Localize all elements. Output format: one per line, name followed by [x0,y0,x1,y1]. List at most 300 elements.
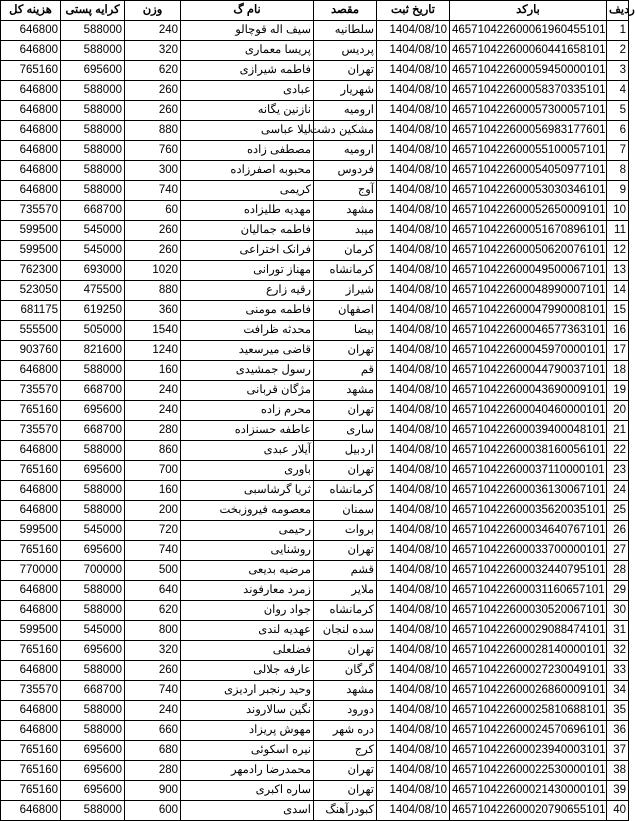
cell-recipient-name: اسدی [181,801,314,821]
cell-weight: 1240 [125,341,181,361]
cell-date: 1404/08/10 [377,321,450,341]
cell-date: 1404/08/10 [377,41,450,61]
cell-barcode: 465710422600036130067101 [450,481,607,501]
table-row [1,541,629,561]
cell-weight: 60 [125,201,181,221]
cell-barcode: 465710422600029088474101 [450,621,607,641]
cell-row-number: 21 [607,421,629,441]
cell-total: 646800 [1,661,61,681]
cell-recipient-name: مصطفی زاده [181,141,314,161]
cell-barcode: 465710422600052650009101 [450,201,607,221]
cell-recipient-name: ساره اکبری [181,781,314,801]
cell-destination: تهران [314,341,377,361]
cell-destination: میبد [314,221,377,241]
cell-weight: 620 [125,601,181,621]
cell-weight: 320 [125,41,181,61]
cell-row-number: 5 [607,101,629,121]
cell-barcode: 465710422600053030346101 [450,181,607,201]
cell-date: 1404/08/10 [377,281,450,301]
cell-weight: 240 [125,401,181,421]
cell-destination: مشهد [314,201,377,221]
cell-destination: بروات [314,521,377,541]
cell-destination: بیضا [314,321,377,341]
header-row-number: ردیف [607,1,629,21]
cell-weight: 860 [125,441,181,461]
cell-total: 555500 [1,321,61,341]
table-row [1,161,629,181]
table-row [1,221,629,241]
cell-weight: 320 [125,641,181,661]
cell-recipient-name: رحیمی [181,521,314,541]
cell-date: 1404/08/10 [377,161,450,181]
cell-rent: 588000 [61,721,125,741]
cell-barcode: 465710422600025810688101 [450,701,607,721]
cell-row-number: 26 [607,521,629,541]
cell-row-number: 10 [607,201,629,221]
cell-recipient-name: جواد روان [181,601,314,621]
cell-destination: دورود [314,701,377,721]
cell-date: 1404/08/10 [377,21,450,41]
cell-row-number: 19 [607,381,629,401]
cell-total: 646800 [1,121,61,141]
cell-date: 1404/08/10 [377,601,450,621]
cell-barcode: 465710422600024570696101 [450,721,607,741]
cell-barcode: 465710422600028140000101 [450,641,607,661]
cell-rent: 695600 [61,761,125,781]
cell-row-number: 25 [607,501,629,521]
cell-weight: 740 [125,681,181,701]
cell-recipient-name: عارفه جلالی [181,661,314,681]
cell-rent: 695600 [61,61,125,81]
table-row [1,101,629,121]
cell-barcode: 465710422600043690009101 [450,381,607,401]
cell-barcode: 465710422600039400048101 [450,421,607,441]
cell-destination: تهران [314,781,377,801]
cell-total: 765160 [1,781,61,801]
header-row [1,1,629,21]
cell-total: 599500 [1,521,61,541]
cell-rent: 695600 [61,461,125,481]
cell-destination: سده لنجان [314,621,377,641]
header-date: تاریخ ثبت [377,1,450,21]
cell-recipient-name: رقیه زارع [181,281,314,301]
cell-barcode: 465710422600059450000101 [450,61,607,81]
table-row [1,461,629,481]
cell-rent: 588000 [61,501,125,521]
cell-destination: مشهد [314,681,377,701]
table-row [1,501,629,521]
table-row [1,261,629,281]
table-row [1,561,629,581]
cell-rent: 545000 [61,221,125,241]
cell-total: 770000 [1,561,61,581]
cell-weight: 800 [125,621,181,641]
cell-weight: 640 [125,581,181,601]
cell-total: 646800 [1,41,61,61]
cell-barcode: 465710422600021430000101 [450,781,607,801]
cell-total: 646800 [1,501,61,521]
cell-barcode: 465710422600057300057101 [450,101,607,121]
cell-recipient-name: مهناز تورانی [181,261,314,281]
cell-weight: 300 [125,161,181,181]
cell-destination: ساری [314,421,377,441]
cell-recipient-name: رسول جمشیدی [181,361,314,381]
cell-row-number: 35 [607,701,629,721]
cell-destination: قم [314,361,377,381]
cell-date: 1404/08/10 [377,641,450,661]
cell-barcode: 465710422600022530000101 [450,761,607,781]
cell-row-number: 20 [607,401,629,421]
cell-destination: تهران [314,641,377,661]
cell-row-number: 14 [607,281,629,301]
cell-date: 1404/08/10 [377,61,450,81]
cell-destination: ارومیه [314,101,377,121]
cell-destination: تهران [314,541,377,561]
cell-recipient-name: سیف اله قوچالو [181,21,314,41]
cell-recipient-name: عبادی [181,81,314,101]
cell-date: 1404/08/10 [377,121,450,141]
cell-weight: 360 [125,301,181,321]
cell-weight: 1540 [125,321,181,341]
cell-date: 1404/08/10 [377,481,450,501]
cell-recipient-name: قاضی میرسعید [181,341,314,361]
cell-recipient-name: فاطمه شیرازی [181,61,314,81]
cell-weight: 160 [125,481,181,501]
cell-barcode: 465710422600020790655101 [450,801,607,821]
cell-destination: شیراز [314,281,377,301]
table-row [1,621,629,641]
cell-date: 1404/08/10 [377,221,450,241]
cell-recipient-name: محمدرضا رادمهر [181,761,314,781]
cell-recipient-name: پریسا معماری [181,41,314,61]
cell-weight: 740 [125,181,181,201]
cell-rent: 588000 [61,661,125,681]
table-row [1,61,629,81]
table-row [1,601,629,621]
cell-total: 646800 [1,21,61,41]
cell-date: 1404/08/10 [377,401,450,421]
cell-recipient-name: نیره اسکوئی [181,741,314,761]
cell-row-number: 40 [607,801,629,821]
cell-destination: کبودرآهنگ [314,801,377,821]
cell-barcode: 465710422600054050977101 [450,161,607,181]
cell-rent: 668700 [61,421,125,441]
cell-recipient-name: فاطمه جمالیان [181,221,314,241]
cell-rent: 588000 [61,361,125,381]
cell-barcode: 465710422600031160657101 [450,581,607,601]
table-row [1,701,629,721]
cell-destination: تهران [314,761,377,781]
cell-row-number: 22 [607,441,629,461]
cell-date: 1404/08/10 [377,781,450,801]
cell-date: 1404/08/10 [377,721,450,741]
header-weight: وزن [125,1,181,21]
cell-weight: 740 [125,541,181,561]
cell-destination: تهران [314,461,377,481]
cell-total: 646800 [1,181,61,201]
cell-date: 1404/08/10 [377,801,450,821]
cell-row-number: 38 [607,761,629,781]
cell-rent: 545000 [61,621,125,641]
cell-total: 903760 [1,341,61,361]
cell-date: 1404/08/10 [377,301,450,321]
cell-barcode: 465710422600047990008101 [450,301,607,321]
cell-barcode: 465710422600037110000101 [450,461,607,481]
cell-row-number: 39 [607,781,629,801]
cell-total: 646800 [1,801,61,821]
cell-row-number: 11 [607,221,629,241]
cell-total: 599500 [1,221,61,241]
cell-date: 1404/08/10 [377,461,450,481]
cell-row-number: 16 [607,321,629,341]
header-destination: مقصد [314,1,377,21]
table-row [1,361,629,381]
cell-total: 523050 [1,281,61,301]
cell-rent: 588000 [61,801,125,821]
cell-destination: گرگان [314,661,377,681]
cell-barcode: 465710422600050620076101 [450,241,607,261]
cell-total: 735570 [1,201,61,221]
cell-row-number: 6 [607,121,629,141]
cell-weight: 260 [125,81,181,101]
cell-recipient-name: محرم زاده [181,401,314,421]
cell-row-number: 3 [607,61,629,81]
cell-rent: 588000 [61,141,125,161]
cell-recipient-name: باوری [181,461,314,481]
cell-total: 646800 [1,601,61,621]
cell-recipient-name: وحید رنجبر اردیزی [181,681,314,701]
cell-barcode: 465710422600035620035101 [450,501,607,521]
cell-barcode: 465710422600030520067101 [450,601,607,621]
cell-barcode: 465710422600046577363101 [450,321,607,341]
cell-destination: مشهد [314,381,377,401]
cell-row-number: 30 [607,601,629,621]
cell-destination: ارومیه [314,141,377,161]
cell-rent: 695600 [61,641,125,661]
cell-barcode: 465710422600048990007101 [450,281,607,301]
cell-row-number: 33 [607,661,629,681]
cell-barcode: 465710422600023940003101 [450,741,607,761]
cell-row-number: 13 [607,261,629,281]
cell-recipient-name: مژگان قربانی [181,381,314,401]
cell-rent: 588000 [61,41,125,61]
table-row [1,181,629,201]
cell-barcode: 465710422600027230049101 [450,661,607,681]
cell-date: 1404/08/10 [377,81,450,101]
cell-destination: اردبیل [314,441,377,461]
cell-date: 1404/08/10 [377,261,450,281]
cell-total: 646800 [1,701,61,721]
cell-row-number: 9 [607,181,629,201]
cell-destination: کرمانشاه [314,601,377,621]
cell-recipient-name: فاطمه مومنی [181,301,314,321]
cell-barcode: 465710422600032440795101 [450,561,607,581]
cell-barcode: 465710422600040460000101 [450,401,607,421]
cell-total: 599500 [1,241,61,261]
table-row [1,741,629,761]
cell-total: 765160 [1,761,61,781]
cell-rent: 693000 [61,261,125,281]
cell-total: 735570 [1,681,61,701]
cell-date: 1404/08/10 [377,501,450,521]
cell-total: 765160 [1,461,61,481]
cell-barcode: 465710422600045970000101 [450,341,607,361]
cell-row-number: 2 [607,41,629,61]
cell-barcode: 465710422600058370335101 [450,81,607,101]
cell-destination: قشم [314,561,377,581]
cell-barcode: 465710422600038160056101 [450,441,607,461]
cell-rent: 588000 [61,21,125,41]
cell-total: 765160 [1,741,61,761]
cell-destination: تهران [314,401,377,421]
table-row [1,341,629,361]
cell-weight: 1020 [125,261,181,281]
cell-total: 646800 [1,141,61,161]
cell-rent: 695600 [61,741,125,761]
table-row [1,781,629,801]
cell-recipient-name: محدثه ظرافت [181,321,314,341]
cell-date: 1404/08/10 [377,201,450,221]
cell-rent: 588000 [61,161,125,181]
cell-date: 1404/08/10 [377,181,450,201]
cell-recipient-name: نازنین یگانه [181,101,314,121]
cell-barcode: 465710422600056983177601 [450,121,607,141]
cell-row-number: 8 [607,161,629,181]
cell-recipient-name: عهدیه لندی [181,621,314,641]
cell-rent: 695600 [61,541,125,561]
cell-total: 646800 [1,101,61,121]
cell-destination: سلطانیه [314,21,377,41]
header-rent: کرایه پستی [61,1,125,21]
cell-date: 1404/08/10 [377,621,450,641]
cell-total: 646800 [1,361,61,381]
cell-recipient-name: کریمی [181,181,314,201]
cell-barcode: 465710422600026860009101 [450,681,607,701]
cell-date: 1404/08/10 [377,421,450,441]
header-total: هزینه کل [1,1,61,21]
cell-row-number: 36 [607,721,629,741]
cell-weight: 240 [125,21,181,41]
cell-weight: 900 [125,781,181,801]
cell-weight: 260 [125,221,181,241]
cell-rent: 545000 [61,241,125,261]
cell-weight: 260 [125,241,181,261]
cell-rent: 588000 [61,441,125,461]
table-row [1,661,629,681]
cell-barcode: 465710422600055100057101 [450,141,607,161]
cell-barcode: 465710422600051670896101 [450,221,607,241]
cell-weight: 880 [125,121,181,141]
cell-rent: 700000 [61,561,125,581]
cell-rent: 588000 [61,601,125,621]
cell-weight: 680 [125,741,181,761]
cell-recipient-name: زمرد معارفوند [181,581,314,601]
header-barcode: بارکد [450,1,607,21]
table-row [1,721,629,741]
cell-destination: ملایر [314,581,377,601]
cell-date: 1404/08/10 [377,141,450,161]
table-row [1,281,629,301]
cell-row-number: 23 [607,461,629,481]
table-row [1,521,629,541]
cell-rent: 695600 [61,781,125,801]
cell-rent: 668700 [61,201,125,221]
cell-total: 765160 [1,61,61,81]
table-row [1,581,629,601]
cell-date: 1404/08/10 [377,681,450,701]
cell-total: 681175 [1,301,61,321]
cell-total: 646800 [1,81,61,101]
cell-weight: 720 [125,521,181,541]
header-name: نام گ [181,1,314,21]
cell-date: 1404/08/10 [377,341,450,361]
cell-rent: 695600 [61,401,125,421]
cell-destination: کرمان [314,241,377,261]
cell-destination: کرج [314,741,377,761]
cell-destination: مشکین دشت [314,121,377,141]
cell-weight: 240 [125,701,181,721]
cell-total: 762300 [1,261,61,281]
cell-rent: 588000 [61,101,125,121]
cell-destination: پردیس [314,41,377,61]
cell-rent: 588000 [61,121,125,141]
cell-recipient-name: فرانک اختراعی [181,241,314,261]
cell-destination: تهران [314,61,377,81]
cell-total: 765160 [1,401,61,421]
cell-date: 1404/08/10 [377,381,450,401]
cell-barcode: 465710422600034640767101 [450,521,607,541]
table-row [1,201,629,221]
cell-barcode: 465710422600033700000101 [450,541,607,561]
cell-recipient-name: روشنایی [181,541,314,561]
cell-barcode: 465710422600049500067101 [450,261,607,281]
cell-recipient-name: مرضیه بدیعی [181,561,314,581]
cell-weight: 280 [125,421,181,441]
cell-destination: سمنان [314,501,377,521]
cell-destination: کرمانشاه [314,261,377,281]
cell-recipient-name: معصومه فیروزبخت [181,501,314,521]
cell-total: 765160 [1,641,61,661]
cell-row-number: 27 [607,541,629,561]
cell-rent: 475500 [61,281,125,301]
cell-destination: آوج [314,181,377,201]
cell-total: 646800 [1,581,61,601]
cell-date: 1404/08/10 [377,581,450,601]
cell-row-number: 24 [607,481,629,501]
cell-barcode: 465710422600061960455101 [450,21,607,41]
cell-destination: فردوس [314,161,377,181]
table-row [1,441,629,461]
cell-rent: 668700 [61,381,125,401]
cell-weight: 660 [125,721,181,741]
cell-total: 765160 [1,541,61,561]
cell-recipient-name: محبوبه اصفرزاده [181,161,314,181]
cell-row-number: 12 [607,241,629,261]
cell-recipient-name: ثریا گرشاسبی [181,481,314,501]
cell-row-number: 17 [607,341,629,361]
table-row [1,321,629,341]
cell-rent: 545000 [61,521,125,541]
cell-rent: 668700 [61,681,125,701]
cell-date: 1404/08/10 [377,361,450,381]
table-row [1,681,629,701]
table-row [1,21,629,41]
cell-row-number: 28 [607,561,629,581]
cell-weight: 240 [125,381,181,401]
cell-recipient-name: مهدیه طلیزاده [181,201,314,221]
cell-weight: 700 [125,461,181,481]
cell-row-number: 29 [607,581,629,601]
